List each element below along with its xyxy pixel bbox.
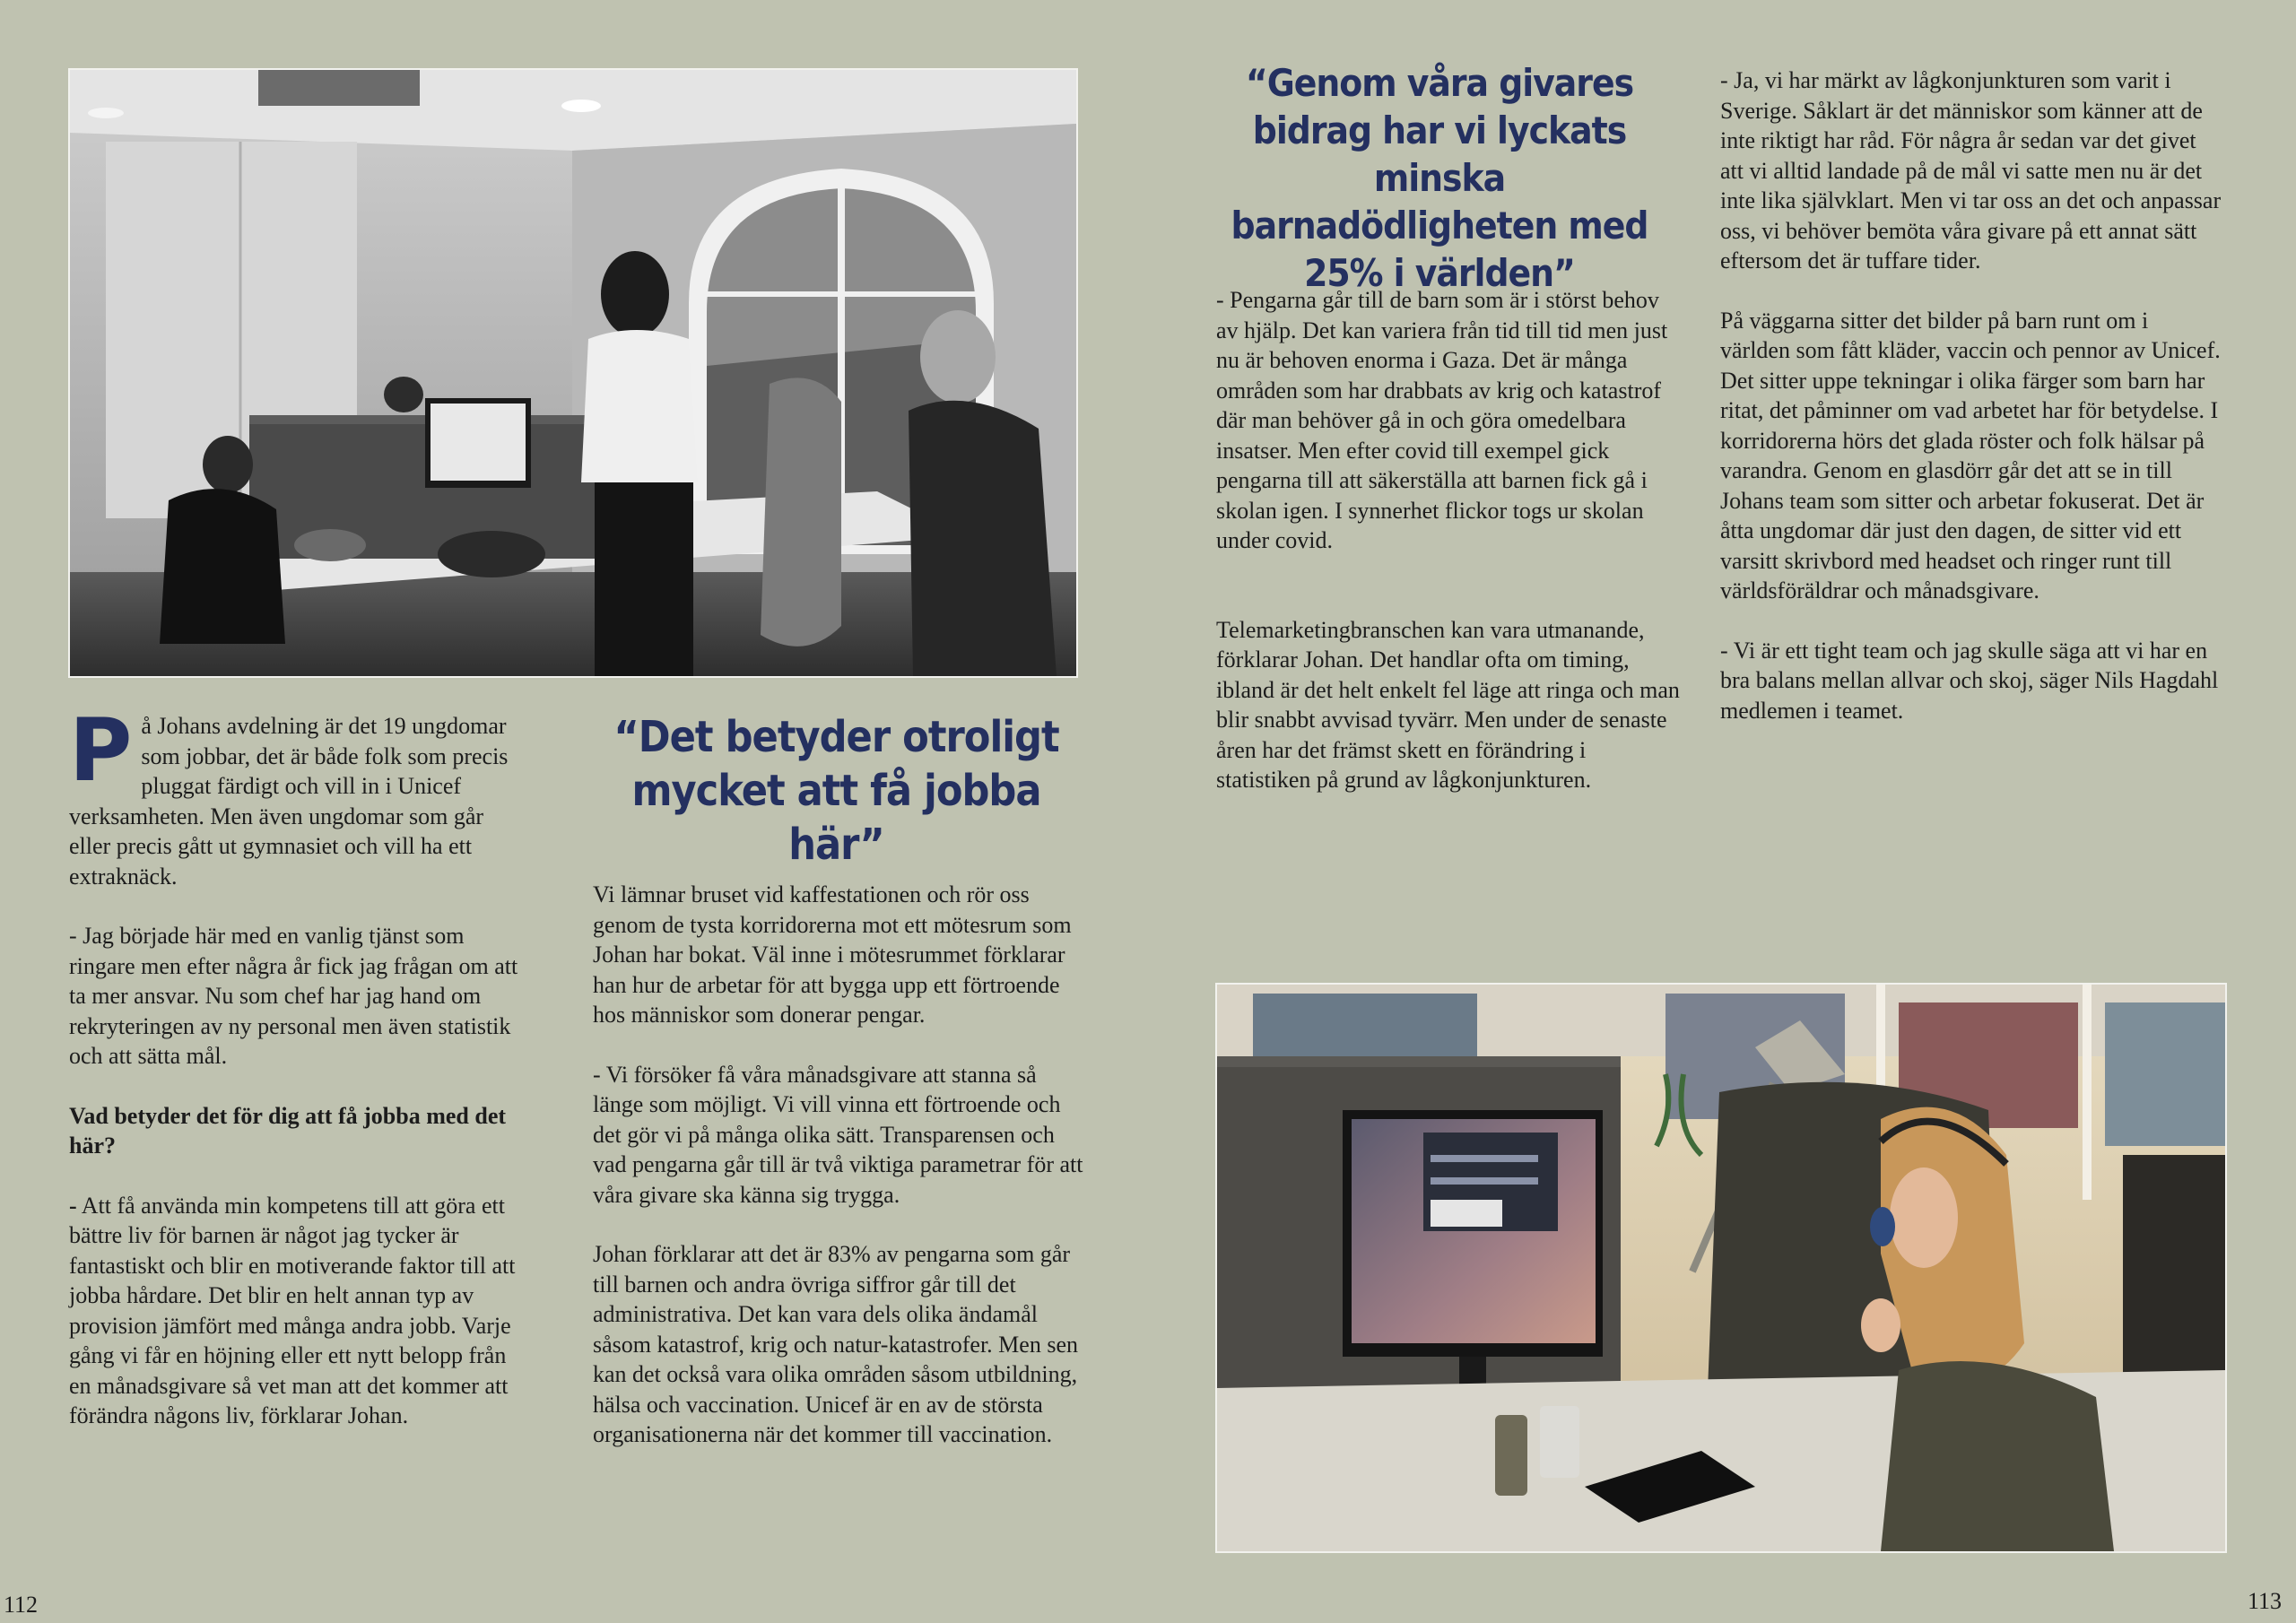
article-column-2 <box>593 880 1086 1450</box>
page-number-right: 113 <box>2247 1588 2282 1614</box>
column3-paragraph-2: Telemarketingbranschen kan vara utmanande, förklarar Johan. Det handlar ofta om timing, ibland är det helt enkelt fel läge att ringa och man blir snabbt avvisad tyvärr. Men under de senaste åren har det främst skett en förändring i statistiken på grund av lågkonjunkturen. <box>1216 616 1680 793</box>
column2-paragraph-1: Vi lämnar bruset vid kaffestationen och rör oss genom de tysta korridorerna mot ett mötesrum som Johan har bokat. Väl inne i mötesrummet förklarar han hur de arbetar för att bygga upp ett förtroende hos människor som donerar pengar. <box>593 881 1072 1028</box>
column2-paragraph-2: - Vi försöker få våra månadsgivare att stanna så länge som möjligt. Vi vill vinna ett förtroende och det gör vi på många olika sätt. Transparensen och vad pengarna går till är två viktiga parametrar för att våra givare ska känna sig trygga. <box>593 1061 1083 1208</box>
column4-paragraph-3: - Vi är ett tight team och jag skulle säga att vi har en bra balans mellan allvar och skoj, säger Nils Hagdahl medlemen i teamet. <box>1720 637 2219 724</box>
desk-photo-color <box>1215 983 2227 1553</box>
office-photo-bw <box>68 68 1078 678</box>
page-number-left: 112 <box>4 1592 39 1618</box>
column2-paragraph-3: Johan förklarar att det är 83% av pengarna som går till barnen och andra övriga siffror går till det administrativa. Det kan vara dels olika ändamål såsom katastrof, krig och natur-katastrofer. Men sen kan det också vara olika områden såsom utbildning, hälsa och vaccination. Unicef är en av de största organisationerna när det kommer till vaccination. <box>593 1241 1078 1447</box>
column1-paragraph-2: - Jag började här med en vanlig tjänst som ringare men efter några år fick jag frågan om att ta mer ansvar. Nu som chef har jag hand om rekryteringen av ny personal men även statistik och att sätta mål. <box>69 923 518 1069</box>
pull-quote-middle: “Det betyder otroligt mycket att få jobba här” <box>613 712 1059 870</box>
column3-paragraph-1: - Pengarna går till de barn som är i störst behov av hjälp. Det kan variera från tid till tid men just nu är behoven enorma i Gaza. Det är många områden som har drabbats av krig och katastrof där man behöver gå in och göra omedelbara insatser. Men efter covid till exempel gick pengarna till att säkerställa att barnen fick gå i skolan igen. I synnerhet flickor togs ur skolan under covid. <box>1216 287 1668 553</box>
column4-paragraph-2: På väggarna sitter det bilder på barn runt om i världen som fått kläder, vaccin och pennor av Unicef. Det sitter uppe tekningar i olika färger som barn har ritat, det påminner om vad arbetet har för betydelse. I korridorerna hörs det glada röster och folk hälsar på varandra. Genom en glasdörr går det att se in till Johans team som sitter och arbetar fokuserat. Det är åtta ungdomar där just den dagen, de sitter vid ett varsitt skrivbord med headset och ringer runt till världsföräldrar och månadsgivare. <box>1720 307 2221 603</box>
article-column-1 <box>69 700 526 1461</box>
article-column-3 <box>1216 285 1683 795</box>
interview-question: Vad betyder det för dig att få jobba med det här? <box>69 1102 507 1159</box>
pull-quote-top: “Genom våra givares bidrag har vi lyckats minska barnadödligheten med 25% i världen” <box>1231 61 1648 295</box>
desk-photo-color-illustration <box>1217 985 2225 1551</box>
column1-paragraph-1: å Johans avdelning är det 19 ungdomar som jobbar, det är både folk som precis pluggat färdigt och vill in i Unicef verksamheten. Men även ungdomar som går eller precis gått ut gymnasiet och vill ha ett extraknäck. <box>69 713 509 890</box>
office-photo-bw-illustration <box>70 70 1076 676</box>
article-column-4 <box>1720 65 2222 725</box>
drop-cap: P <box>69 700 133 801</box>
column4-paragraph-1: - Ja, vi har märkt av lågkonjunkturen som varit i Sverige. Såklart är det människor som känner att de inte riktigt har råd. För några år sedan var det givet att vi alltid landade på de mål vi satte men nu är det inte lika självklart. Men vi tar oss an det och anpassar oss, vi behöver bemöta våra givare på ett annat sätt eftersom det är tuffare tider. <box>1720 67 2222 273</box>
column1-paragraph-3: - Att få använda min kompetens till att göra ett bättre liv för barnen är något jag tycker är fantastiskt och blir en motiverande faktor till att jobba hårdare. Det blir en helt annan typ av provision jämfört med många andra jobb. Varje gång vi får en höjning eller ett nytt belopp från en månadsgivare så vet man att det kommer att förändra någons liv, förklarar Johan. <box>69 1192 516 1428</box>
